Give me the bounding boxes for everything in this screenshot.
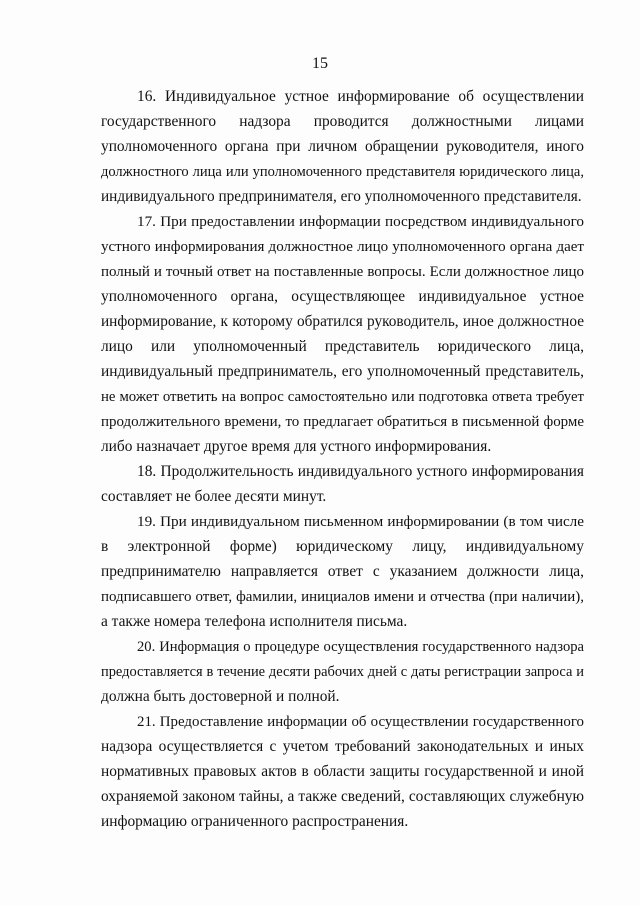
text-line: надзора осуществляется с учетом требований законодательных и иных xyxy=(101,738,584,755)
text-line: индивидуального предпринимателя, его уполномоченного представителя. xyxy=(101,188,582,205)
text-line: лицо или уполномоченный представитель юридического лица, xyxy=(101,338,584,355)
page-number: 15 xyxy=(312,55,328,72)
text-line: нормативных правовых актов в области защиты государственной и иной xyxy=(101,763,584,780)
text-line: индивидуальный предприниматель, его уполномоченный представитель, xyxy=(101,363,584,380)
text-line: либо назначает другое время для устного информирования. xyxy=(101,438,492,455)
text-line: государственного надзора проводится должностными лицами xyxy=(101,113,584,130)
text-line: не может ответить на вопрос самостоятельно или подготовка ответа требует xyxy=(101,389,584,405)
text-line: подписавшего ответ, фамилии, инициалов имени и отчества (при наличии), xyxy=(101,589,584,605)
text-line: продолжительного времени, то предлагает обратиться в письменной форме xyxy=(101,414,584,430)
text-line: составляет не более десяти минут. xyxy=(101,488,327,505)
text-line: предоставляется в течение десяти рабочих дней с даты регистрации запроса и xyxy=(101,664,584,680)
text-line: уполномоченного органа при личном обращении руководителя, иного xyxy=(101,138,584,155)
text-line: должна быть достоверной и полной. xyxy=(101,688,340,705)
text-line: 16. Индивидуальное устное информирование об осуществлении xyxy=(137,88,584,105)
text-line: охраняемой законом тайны, а также сведений, составляющих служебную xyxy=(101,788,584,805)
text-line: 18. Продолжительность индивидуального устного информирования xyxy=(137,463,584,480)
text-line: полный и точный ответ на поставленные вопросы. Если должностное лицо xyxy=(101,264,584,280)
text-line: предпринимателю направляется ответ с указанием должности лица, xyxy=(101,563,584,580)
text-line: должностного лица или уполномоченного представителя юридического лица, xyxy=(101,164,584,180)
text-line: 19. При индивидуальном письменном информировании (в том числе xyxy=(137,513,584,530)
text-line: 21. Предоставление информации об осуществлении государственного xyxy=(137,714,584,730)
text-line: устного информирования должностное лицо уполномоченного органа дает xyxy=(101,239,584,255)
text-line: а также номера телефона исполнителя письма. xyxy=(101,613,408,630)
text-line: в электронной форме) юридическому лицу, индивидуальному xyxy=(101,538,584,555)
text-line: 20. Информация о процедуре осуществления государственного надзора xyxy=(137,639,584,655)
text-line: 17. При предоставлении информации посредством индивидуального xyxy=(137,213,584,230)
text-line: информирование, к которому обратился руководитель, иное должностное xyxy=(101,313,584,330)
text-line: информацию ограниченного распространения. xyxy=(101,813,409,830)
text-line: уполномоченного органа, осуществляющее индивидуальное устное xyxy=(101,288,584,305)
